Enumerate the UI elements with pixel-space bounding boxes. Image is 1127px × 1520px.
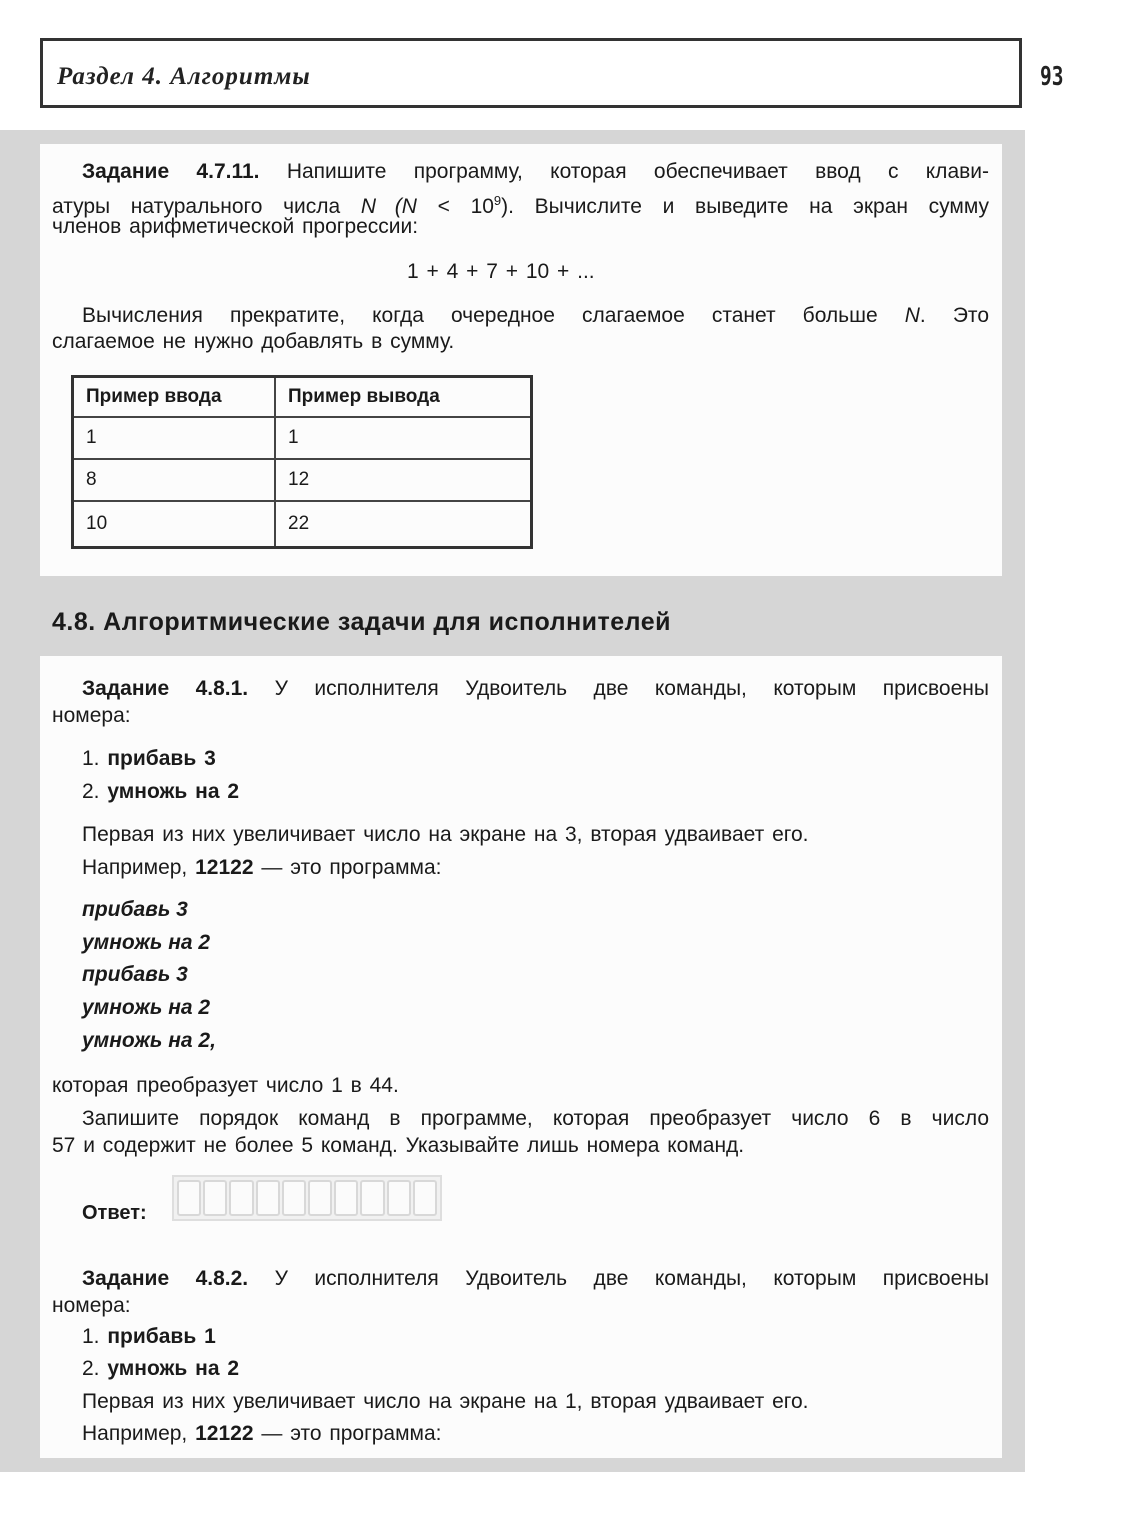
command-1: 1. прибавь 1 — [82, 1325, 216, 1348]
answer-cell[interactable] — [308, 1180, 332, 1216]
answer-cell[interactable] — [177, 1180, 201, 1216]
command-1: 1. прибавь 3 — [82, 747, 216, 770]
answer-cell[interactable] — [282, 1180, 306, 1216]
table-cell: 22 — [275, 501, 532, 548]
task-4-7-11-line1: Задание 4.7.11. Напишите программу, которая обеспечивает ввод с клави- — [82, 160, 989, 183]
program-step: умножь на 2 — [82, 931, 211, 954]
answer-cell[interactable] — [203, 1180, 227, 1216]
task-4-8-1-description: Первая из них увеличивает число на экране на 3, вторая удваивает его. — [82, 823, 809, 846]
answer-label: Ответ: — [82, 1202, 147, 1224]
command-2: 2. умножь на 2 — [82, 1357, 240, 1380]
after-program-line: которая преобразует число 1 в 44. — [52, 1074, 399, 1097]
chapter-title: Раздел 4. Алгоритмы — [57, 63, 311, 90]
task-label: Задание 4.8.2. — [82, 1267, 249, 1290]
task-4-8-1-line2: номера: — [52, 704, 131, 727]
table-cell: 10 — [73, 501, 276, 548]
question-line2: 57 и содержит не более 5 команд. Указывайте лишь номера команд. — [52, 1134, 745, 1157]
chapter-header — [40, 38, 1022, 108]
table-header-cell: Пример ввода — [73, 377, 276, 418]
answer-cell[interactable] — [413, 1180, 437, 1216]
program-step: умножь на 2 — [82, 996, 211, 1019]
program-step: прибавь 3 — [82, 898, 188, 921]
table-cell: 1 — [275, 417, 532, 459]
table-header-row — [73, 377, 532, 418]
io-example-table — [71, 375, 533, 549]
task-label: Задание 4.8.1. — [82, 677, 249, 700]
table-row — [73, 417, 532, 459]
table-cell: 12 — [275, 459, 532, 501]
program-step: умножь на 2, — [82, 1029, 216, 1052]
table-row — [73, 459, 532, 501]
answer-cell[interactable] — [360, 1180, 384, 1216]
task-4-8-2-description: Первая из них увеличивает число на экране на 1, вторая удваивает его. — [82, 1390, 809, 1413]
command-2: 2. умножь на 2 — [82, 780, 240, 803]
question-line1: Запишите порядок команд в программе, которая преобразует число 6 в число — [82, 1107, 989, 1130]
example-line: Например, 12122 — это программа: — [82, 856, 442, 879]
page-number: 93 — [1040, 62, 1064, 92]
task-4-8-2-line2: номера: — [52, 1294, 131, 1317]
example-line: Например, 12122 — это программа: — [82, 1422, 442, 1445]
stop-condition-line2: слагаемое не нужно добавлять в сумму. — [52, 330, 455, 353]
table-header-cell: Пример вывода — [275, 377, 532, 418]
task-4-8-1-line1: Задание 4.8.1. У исполнителя Удвоитель две команды, которым присвоены — [82, 677, 989, 700]
task-label: Задание 4.7.11. — [82, 160, 260, 183]
task-4-7-11-line2: атуры натурального числа N $(N < 10^9)$. Вычислите и выведите на экран сумму — [52, 193, 990, 218]
table-cell: 8 — [73, 459, 276, 501]
answer-cell[interactable] — [256, 1180, 280, 1216]
section-title: 4.8. Алгоритмические задачи для исполнителей — [52, 608, 672, 636]
answer-cell[interactable] — [229, 1180, 253, 1216]
answer-input-grid[interactable] — [172, 1175, 442, 1221]
table-row — [73, 501, 532, 548]
program-step: прибавь 3 — [82, 963, 188, 986]
task-4-7-11-line3: членов арифметической прогрессии: — [52, 215, 419, 238]
task-4-8-2-line1: Задание 4.8.2. У исполнителя Удвоитель две команды, которым присвоены — [82, 1267, 989, 1290]
stop-condition-line1: Вычисления прекратите, когда очередное слагаемое станет больше N. Это — [82, 304, 989, 327]
table-cell: 1 — [73, 417, 276, 459]
answer-cell[interactable] — [334, 1180, 358, 1216]
progression-formula: 1 + 4 + 7 + 10 + ... — [407, 260, 595, 283]
answer-cell[interactable] — [387, 1180, 411, 1216]
